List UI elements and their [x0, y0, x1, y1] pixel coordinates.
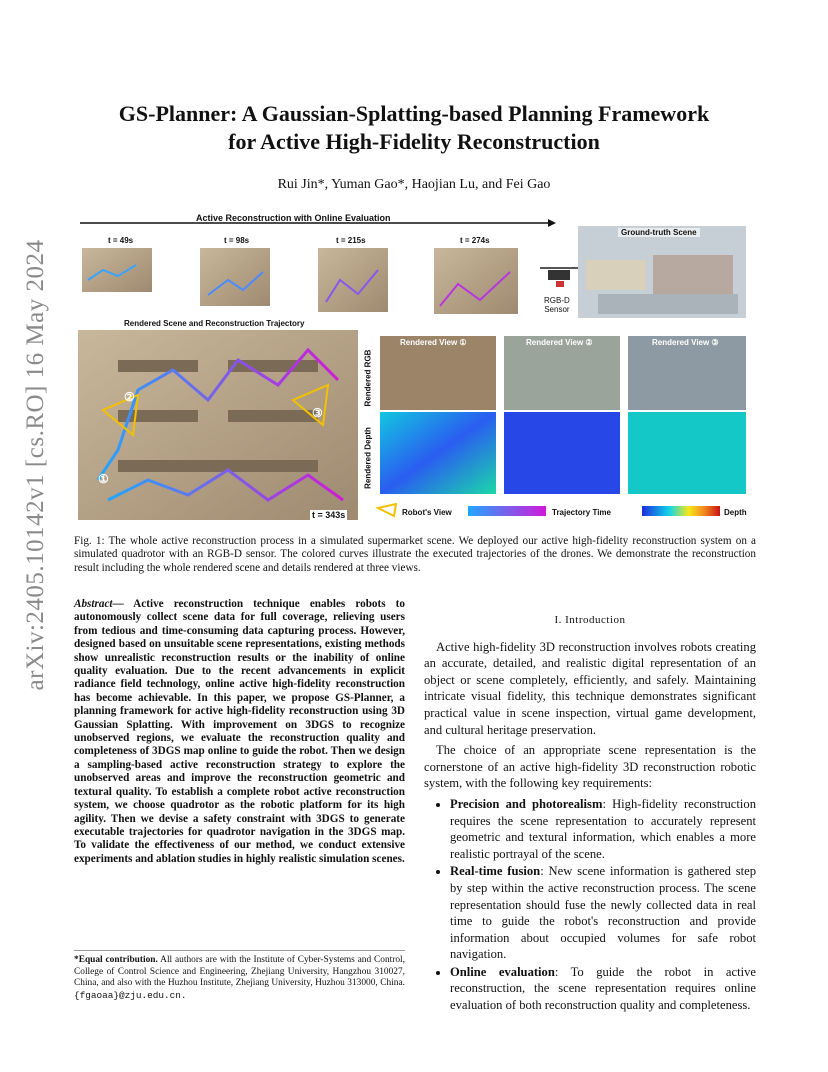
drone-icon — [540, 268, 578, 287]
depth-legend-bar — [642, 506, 720, 516]
row-label-depth: Rendered Depth — [363, 427, 373, 489]
intro-paragraph-2: The choice of an appropriate scene representation is the cornerstone of an active high-fidelity 3D reconstruction robotic system, with the following key requirements: — [424, 743, 756, 791]
arxiv-stamp: arXiv:2405.10142v1 [cs.RO] 16 May 2024 — [22, 239, 49, 691]
legend-depth: Depth — [724, 508, 747, 517]
marker-1: ① — [98, 472, 109, 486]
legend-robot-view: Robot's View — [402, 508, 452, 517]
paper-title — [80, 100, 748, 156]
timestep-map-1 — [82, 248, 152, 292]
timestep-label-4: t = 274s — [460, 236, 490, 245]
rendered-scene-map — [78, 330, 358, 520]
ground-truth-scene — [578, 226, 746, 318]
abstract-text: — Active reconstruction technique enables robots to autonomously collect scene data for full coverage, relieving users from tedious and time-consuming data capturing process. However, designed based on unsuitable scene representations, existing methods show unrealistic reconstruction results or the inability of online quality evaluation. Due to the recent advancements in explicit radiance field technology, online active high-fidelity reconstruction has become achievable. In this paper, we propose GS-Planner, a planning framework for active high-fidelity reconstruction using 3D Gaussian Splatting. With improvement on 3DGS to recognize unobserved regions, we evaluate the reconstruction quality and completeness of 3DGS map online to guide the robot. Then we design a sampling-based active reconstruction strategy to explore the unobserved areas and improve the reconstruction geometric and textural quality. To establish a complete robot active reconstruction system, we choose quadrotor as the robotic platform for its high agility. Then we devise a safety constraint with 3DGS to generate executable trajectories for quadrotor navigation in the 3DGS map. To validate the effectiveness of our method, we conduct extensive experiments and ablation studies in highly realistic simulation scenes. — [74, 598, 405, 865]
final-time-label: t = 343s — [312, 510, 346, 520]
rendered-scene-label: Rendered Scene and Reconstruction Trajectory — [124, 319, 305, 328]
rendered-view-1 — [380, 336, 496, 494]
requirements-list — [424, 796, 756, 1014]
title-line-2: for Active High-Fidelity Reconstruction — [228, 129, 600, 154]
timestep-label-3: t = 215s — [336, 236, 366, 245]
footnote-text: All authors are with the Institute of Cyber-Systems and Control, College of Control Science and Engineering, Zhejiang University, Hangzhou 310027, China, and also with the Huzhou Institute, Zhejiang University, Huzhou 313000, China. — [74, 955, 405, 989]
footnote-label: *Equal contribution. — [74, 955, 158, 965]
list-item: • Real-time fusion: New scene information is gathered step by step within the active reconstruction process. The scene representation should fuse the newly collected data in real time to guide the robot's reconstruction and provide information about occupied volumes for safe robot navigation. — [450, 863, 756, 963]
view-label-3: Rendered View ③ — [652, 338, 719, 347]
introduction-column — [424, 612, 756, 1015]
timestep-map-3 — [318, 248, 388, 312]
ground-truth-label: Ground-truth Scene — [618, 228, 700, 237]
timestep-label-2: t = 98s — [224, 236, 250, 245]
footnote-email: {fgaoaa}@zju.edu.cn. — [74, 989, 187, 1001]
intro-paragraph-1: Active high-fidelity 3D reconstruction involves robots creating an accurate, detailed, and realistic digital representation of an object or scene completely, efficiently, and safely. Maintaining intricate visual fidelity, this technique demonstrates significant practical value in scene inspection, virtual game development, and cultural heritage preservation. — [424, 639, 756, 737]
timestep-map-2 — [200, 248, 270, 306]
authors: Rui Jin*, Yuman Gao*, Haojian Lu, and Fei Gao — [277, 177, 551, 192]
list-item: • Precision and photorealism: High-fidelity reconstruction requires the scene representation to accurately represent geometric and textural information, which enables a more realistic portrayal of the scene. — [450, 796, 756, 862]
list-item: • Online evaluation: To guide the robot in active reconstruction, the scene representation requires online evaluation of both reconstruction quality and completeness. — [450, 964, 756, 1014]
footnote — [74, 950, 405, 1002]
view-label-1: Rendered View ① — [400, 338, 467, 347]
figure-top-title: Active Reconstruction with Online Evaluation — [196, 213, 391, 223]
title-line-1: GS-Planner: A Gaussian-Splatting-based Planning Framework — [118, 101, 710, 126]
view-label-2: Rendered View ② — [526, 338, 593, 347]
row-label-rgb: Rendered RGB — [363, 349, 373, 407]
marker-2: ② — [124, 390, 135, 404]
figure-graphic — [78, 210, 750, 530]
sensor-label: RGB-D Sensor — [544, 296, 570, 314]
rendered-view-2 — [504, 336, 620, 494]
abstract-label: Abstract — [74, 598, 113, 610]
robot-view-legend-icon — [378, 504, 396, 516]
abstract — [74, 598, 405, 866]
marker-3: ③ — [312, 406, 323, 420]
section-heading: I. Introduction — [554, 614, 626, 626]
timestep-label-1: t = 49s — [108, 236, 134, 245]
rendered-view-3 — [628, 336, 746, 494]
figure-caption: Fig. 1: The whole active reconstruction process in a simulated supermarket scene. We deployed our active high-fidelity reconstruction system on a simulated quadrotor with an RGB-D sensor. The colored curves illustrate the executed trajectories of the drones. We demonstrate the reconstruction result including the whole rendered scene and details rendered at three views. — [74, 535, 756, 574]
timestep-map-4 — [434, 248, 518, 314]
figure-1 — [78, 210, 750, 530]
trajectory-time-legend-bar — [468, 506, 546, 516]
legend-trajectory-time: Trajectory Time — [552, 508, 611, 517]
